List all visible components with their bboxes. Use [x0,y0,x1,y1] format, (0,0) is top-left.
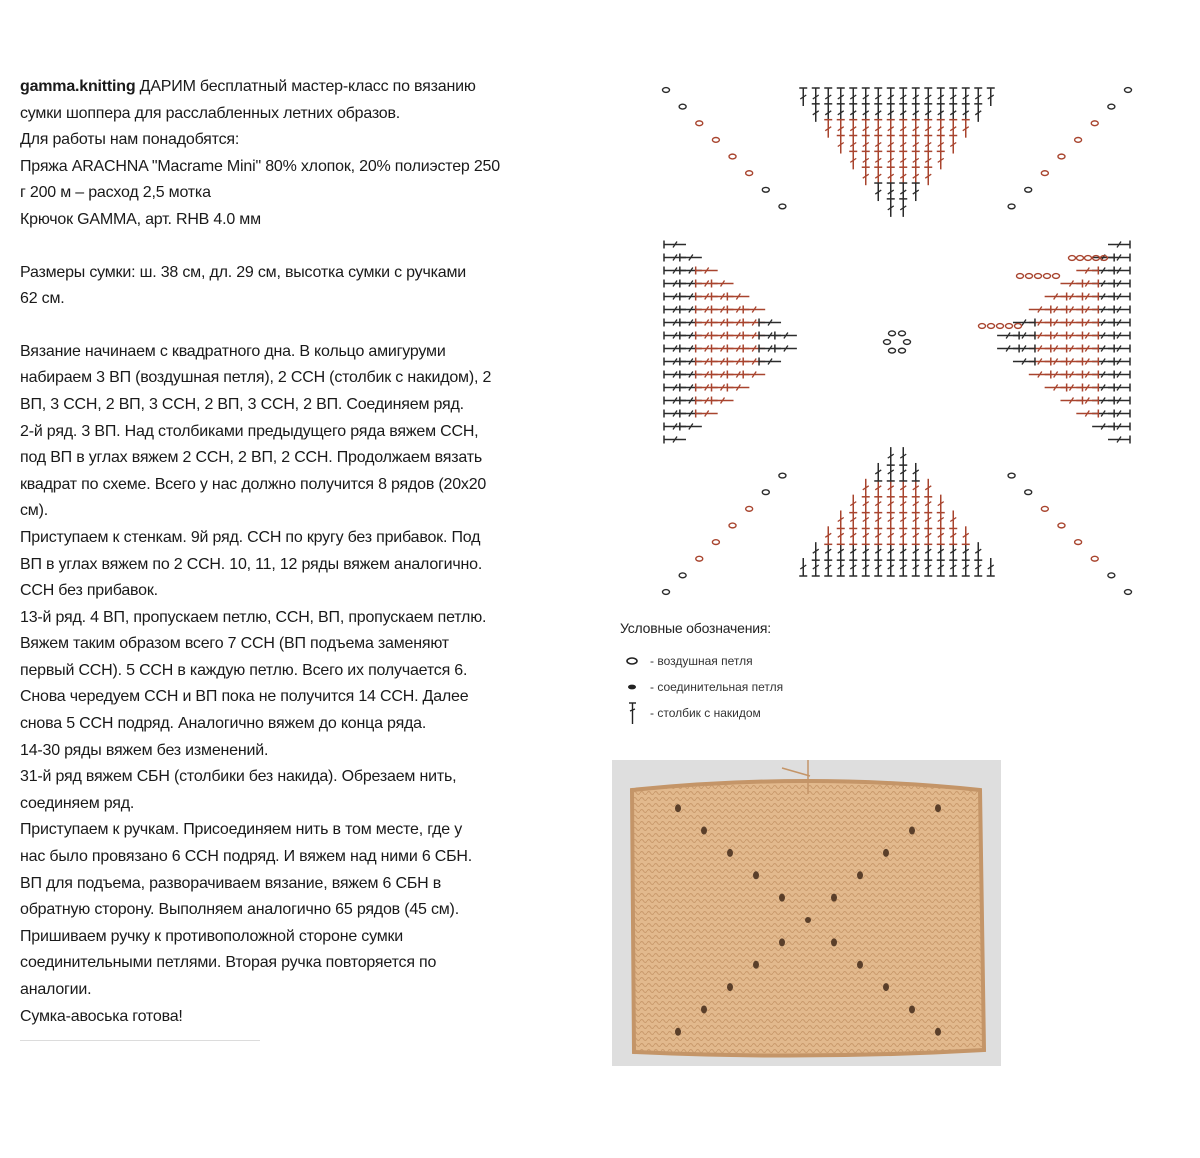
chain-symbol [712,540,719,545]
instruction-line: соединительными петлями. Вторая ручка повторяется по [20,954,437,972]
chain-symbol [696,121,703,126]
chain-symbol [1058,154,1065,159]
chain-symbol [899,331,906,336]
lace-hole [909,827,915,835]
chain-symbol [696,556,703,561]
instruction-line: аналогии. [20,981,92,998]
chain-symbol [663,88,670,93]
double-crochet-symbol [727,384,749,392]
chain-symbol [1053,274,1060,279]
double-crochet-symbol [924,479,932,497]
chain-symbol [712,137,719,142]
double-crochet-symbol [824,120,832,138]
legend-item-slip [620,674,920,700]
chain-symbol [889,348,896,353]
crochet-square-photo [612,760,1001,1066]
double-crochet-symbol [849,151,857,169]
chain-symbol [1044,274,1051,279]
instruction-line: 14-30 ряды вяжем без изменений. [20,741,269,759]
double-crochet-symbol [759,319,781,327]
legend-title: Условные обозначения: [620,620,771,636]
double-crochet-symbol [874,183,882,201]
instruction-line: квадрат по схеме. Всего у нас должно получится 8 рядов (20х20 [20,475,487,493]
instruction-line: Размеры сумки: ш. 38 см, дл. 29 см, высотка сумки с ручками [20,263,466,281]
double-crochet-symbol [1060,397,1082,405]
chain-symbol [1025,187,1032,192]
author-name: gamma.knitting [20,78,136,95]
instruction-line: ВП в углах вяжем по 2 ССН. 10, 11, 12 ряды вяжем аналогично. [20,555,483,573]
double-crochet-symbol [912,183,920,201]
instruction-line: Крючок GAMMA, арт. RHB 4.0 мм [20,210,261,228]
chain-symbol [1025,490,1032,495]
double-crochet-symbol [974,542,982,560]
chain-symbol [899,348,906,353]
double-crochet-icon [620,700,644,726]
double-crochet-symbol [949,136,957,154]
lace-hole [701,1005,707,1013]
instruction-lines [20,101,620,1031]
legend [620,620,920,726]
legend-label-slip: - соединительная петля [650,680,784,694]
legend-item-chain [620,648,920,674]
instruction-line: соединяем ряд. [20,794,135,812]
chain-symbol [729,154,736,159]
instruction-line: 2-й ряд. 3 ВП. Над столбиками предыдущего ряда вяжем ССН, [20,422,479,440]
instruction-line: 62 см. [20,290,65,308]
double-crochet-symbol [1045,293,1067,301]
instruction-line: Приступаем к ручкам. Присоединяем нить в том месте, где у [20,821,463,839]
instruction-line: Сумка-авоська готова! [20,1007,183,1025]
double-crochet-symbol [743,306,765,314]
paragraph-gap [20,313,620,339]
lace-hole [831,894,837,902]
instruction-line: ССН без прибавок. [20,582,158,600]
double-crochet-symbol [696,410,718,418]
instruction-line: г 200 м – расход 2,5 мотка [20,184,211,202]
lace-hole [831,938,837,946]
double-crochet-symbol [962,120,970,138]
instruction-line: ВП для подъема, разворачиваем вязание, вяжем 6 СБН в [20,874,442,892]
double-crochet-symbol [696,267,718,275]
crochet-chart [652,78,1142,606]
instruction-line: под ВП в углах вяжем 2 ССН, 2 ВП, 2 ССН. Продолжаем вязать [20,449,482,467]
lace-hole [779,938,785,946]
lace-hole [779,894,785,902]
chain-symbol [762,187,769,192]
chain-symbol [1125,590,1132,595]
lace-hole [805,917,811,923]
lace-hole [883,849,889,857]
double-crochet-symbol [899,447,907,465]
double-crochet-symbol [1013,319,1035,327]
chain-symbol [904,340,911,345]
chain-symbol [663,590,670,595]
paragraph-gap [20,234,620,260]
chain-symbol [1108,104,1115,109]
double-crochet-symbol [997,332,1019,340]
double-crochet-symbol [1092,423,1114,431]
double-crochet-symbol [874,463,882,481]
double-crochet-symbol [824,526,832,544]
double-crochet-symbol [974,104,982,122]
chain-symbol [1015,324,1022,329]
instruction-line: Вяжем таким образом всего 7 ССН (ВП подъема заменяют [20,635,449,653]
double-crochet-symbol [812,542,820,560]
lace-hole [753,871,759,879]
chain-symbol [729,523,736,528]
chain-symbol [779,473,786,478]
double-crochet-symbol [949,510,957,528]
legend-label-dc: - столбик с накидом [650,706,761,720]
double-crochet-symbol [962,526,970,544]
double-crochet-symbol [712,280,734,288]
lace-hole [753,961,759,969]
lace-hole [675,1028,681,1036]
instruction-line: Снова чередуем ССН и ВП пока не получится 14 ССН. Далее [20,688,469,706]
chain-symbol [884,340,891,345]
instruction-line: Приступаем к стенкам. 9й ряд. ССН по кругу без прибавок. Под [20,528,481,546]
chain-symbol [1041,506,1048,511]
lace-hole [909,1005,915,1013]
instruction-line: Для работы нам понадобятся: [20,131,240,149]
chain-symbol [679,104,686,109]
chain-symbol [1108,573,1115,578]
double-crochet-symbol [799,88,807,106]
double-crochet-symbol [727,293,749,301]
double-crochet-symbol [849,495,857,513]
double-crochet-symbol [862,479,870,497]
double-crochet-symbol [862,167,870,185]
lace-hole [701,827,707,835]
instruction-line: см). [20,502,48,520]
chain-symbol [988,324,995,329]
instruction-line: 13-й ряд. 4 ВП, пропускаем петлю, ССН, ВП, пропускаем петлю. [20,608,487,626]
double-crochet-symbol [664,241,686,249]
chain-stitch-icon [620,657,644,665]
instructions-text [20,74,620,1030]
instruction-line: ВП, 3 ССН, 2 ВП, 3 ССН, 2 ВП, 3 ССН, 2 ВП. Соединяем ряд. [20,395,464,413]
double-crochet-symbol [899,199,907,217]
legend-label-chain: - воздушная петля [650,654,753,668]
chain-symbol [1017,274,1024,279]
lace-hole [727,983,733,991]
double-crochet-symbol [1076,267,1098,275]
chain-symbol [679,573,686,578]
double-crochet-symbol [1029,306,1051,314]
chain-symbol [1085,256,1092,261]
double-crochet-symbol [937,151,945,169]
chain-symbol [889,331,896,336]
slip-stitch-icon [620,683,644,691]
double-crochet-symbol [775,332,797,340]
instruction-line: нас было провязано 6 ССН подряд. И вяжем над ними 6 СБН. [20,848,473,866]
chain-symbol [1041,171,1048,176]
lace-hole [675,804,681,812]
chain-symbol [746,171,753,176]
double-crochet-symbol [680,254,702,262]
chain-symbol [746,506,753,511]
chain-symbol [1035,274,1042,279]
chain-symbol [1125,88,1132,93]
double-crochet-symbol [1045,384,1067,392]
instruction-line: Пришиваем ручку к противоположной стороне сумки [20,927,404,945]
chain-symbol [1006,324,1013,329]
double-crochet-symbol [812,104,820,122]
chain-symbol [1077,256,1084,261]
double-crochet-symbol [837,510,845,528]
instruction-line: сумки шоппера для расслабленных летних образов. [20,104,401,122]
double-crochet-symbol [837,136,845,154]
chain-symbol [779,204,786,209]
instruction-line: снова 5 ССН подряд. Аналогично вяжем до конца ряда. [20,715,427,733]
lace-hole [935,804,941,812]
double-crochet-symbol [924,167,932,185]
chain-symbol [997,324,1004,329]
double-crochet-symbol [1108,241,1130,249]
chain-symbol [1069,256,1076,261]
instruction-line: Пряжа ARACHNA "Macrame Mini" 80% хлопок, 20% полиэстер 250 [20,157,500,175]
instruction-line: Вязание начинаем с квадратного дна. В кольцо амигуруми [20,342,446,360]
lace-hole [857,961,863,969]
chain-symbol [1008,204,1015,209]
lace-hole [883,983,889,991]
double-crochet-symbol [712,397,734,405]
double-crochet-symbol [1013,358,1035,366]
chain-symbol [1091,121,1098,126]
chain-symbol [762,490,769,495]
double-crochet-symbol [1060,280,1082,288]
instruction-line: 31-й ряд вяжем СБН (столбики без накида). Обрезаем нить, [20,768,457,786]
divider-line [20,1040,260,1041]
chain-symbol [1058,523,1065,528]
intro-text: ДАРИМ бесплатный мастер-класс по вязанию [135,78,476,95]
double-crochet-symbol [937,495,945,513]
double-crochet-symbol [1029,371,1051,379]
chain-symbol [979,324,986,329]
instruction-line: обратную сторону. Выполняем аналогично 65 рядов (45 см). [20,901,459,919]
double-crochet-symbol [887,447,895,465]
double-crochet-symbol [987,558,995,576]
double-crochet-symbol [912,463,920,481]
instruction-line: первый ССН). 5 ССН в каждую петлю. Всего их получается 6. [20,661,468,679]
double-crochet-symbol [664,436,686,444]
double-crochet-symbol [743,371,765,379]
chain-symbol [1075,540,1082,545]
double-crochet-symbol [987,88,995,106]
double-crochet-symbol [759,358,781,366]
double-crochet-symbol [1076,410,1098,418]
double-crochet-symbol [680,423,702,431]
double-crochet-symbol [775,345,797,353]
intro-line [20,74,620,101]
chain-symbol [1026,274,1033,279]
double-crochet-symbol [799,558,807,576]
chain-symbol [1075,137,1082,142]
lace-hole [935,1028,941,1036]
double-crochet-symbol [887,199,895,217]
double-crochet-symbol [997,345,1019,353]
chain-symbol [1008,473,1015,478]
lace-hole [727,849,733,857]
instruction-line: набираем 3 ВП (воздушная петля), 2 ССН (столбик с накидом), 2 [20,369,492,387]
legend-item-dc [620,700,920,726]
lace-hole [857,871,863,879]
double-crochet-symbol [1108,436,1130,444]
chain-symbol [1091,556,1098,561]
